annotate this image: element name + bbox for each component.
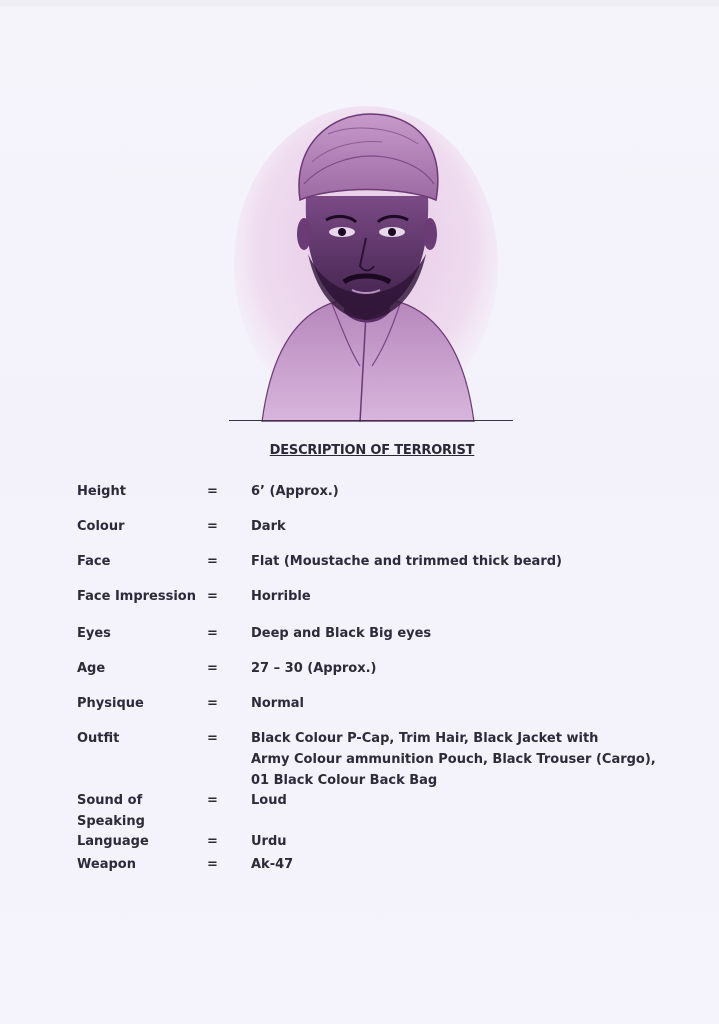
field-label: Face [77,554,111,569]
field-value: Loud [251,793,287,808]
field-label: Weapon [77,857,136,872]
field-label: Height [77,484,126,499]
equals-sign: = [207,554,218,569]
field-label: Language [77,834,149,849]
field-value: Deep and Black Big eyes [251,626,432,641]
equals-sign: = [207,834,218,849]
field-value: Horrible [251,589,311,604]
field-label: Sound of Speaking [77,793,145,829]
equals-sign: = [207,793,218,808]
field-value: Dark [251,519,286,534]
field-value: Urdu [251,834,287,849]
field-value: Normal [251,696,304,711]
divider-line [229,420,513,421]
suspect-sketch [232,104,500,422]
field-value: Flat (Moustache and trimmed thick beard) [251,554,562,569]
field-value: 27 – 30 (Approx.) [251,661,377,676]
equals-sign: = [207,519,218,534]
page-title: DESCRIPTION OF TERRORIST [269,443,475,458]
field-label: Face Impression [77,589,196,604]
field-label: Outfit [77,731,120,746]
equals-sign: = [207,626,218,641]
equals-sign: = [207,857,218,872]
field-value: 6’ (Approx.) [251,484,339,499]
field-label: Eyes [77,626,111,641]
equals-sign: = [207,696,218,711]
field-label: Physique [77,696,144,711]
equals-sign: = [207,484,218,499]
field-label: Age [77,661,106,676]
equals-sign: = [207,661,218,676]
field-value: Ak-47 [251,857,294,872]
field-label: Colour [77,519,125,534]
equals-sign: = [207,589,218,604]
equals-sign: = [207,731,218,746]
field-value: Black Colour P-Cap, Trim Hair, Black Jacket with Army Colour ammunition Pouch, Black Trouser (Cargo), 01 Black Colour Back Bag [251,731,656,788]
